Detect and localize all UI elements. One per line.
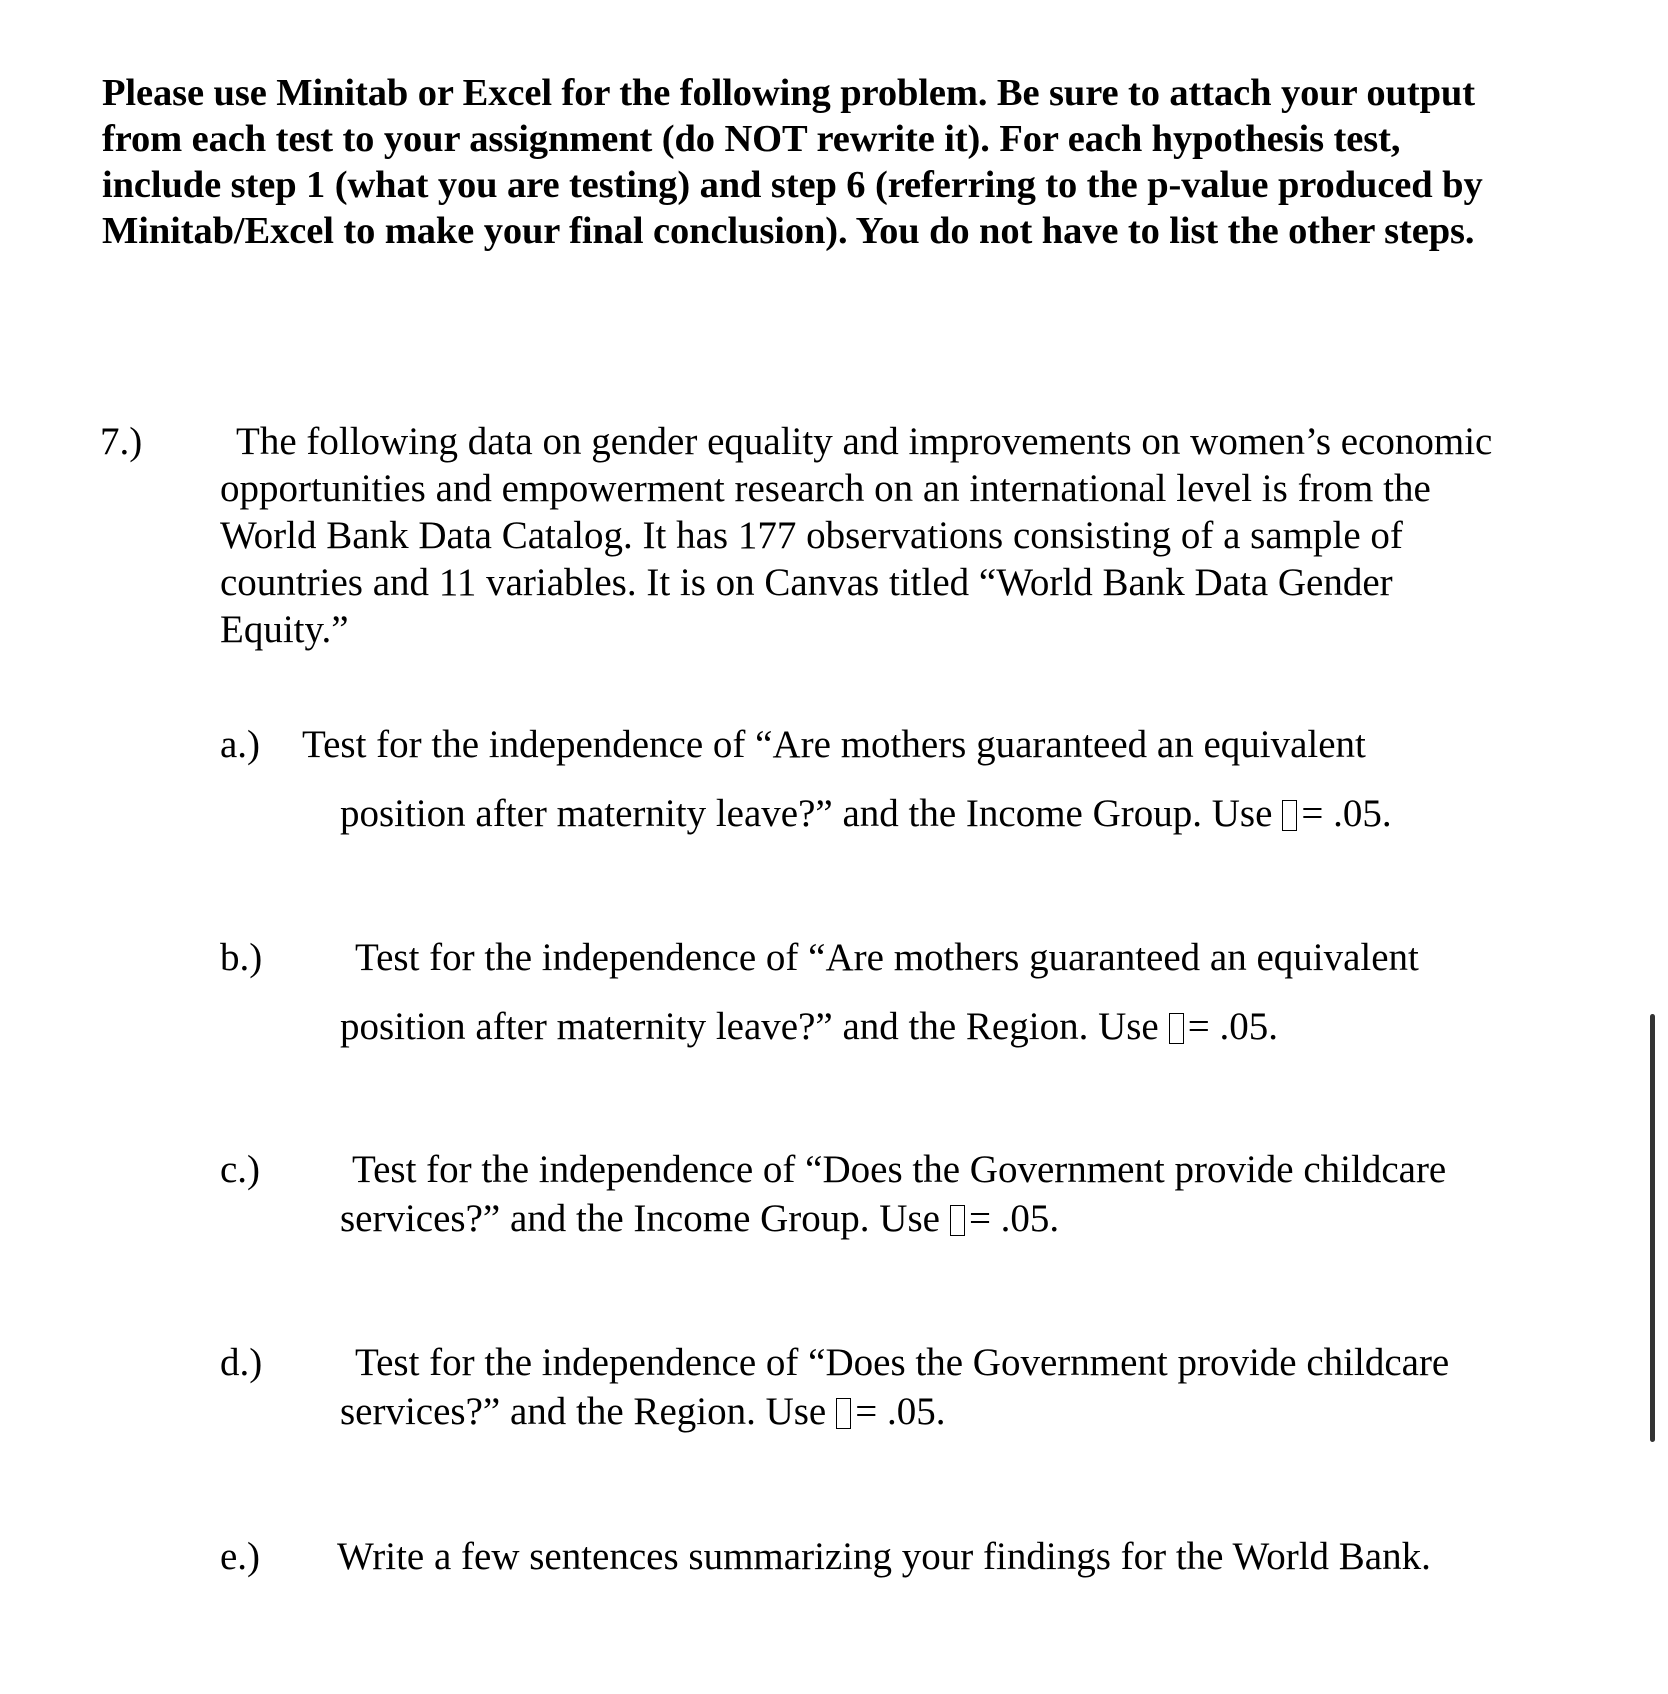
instructions-line: include step 1 (what you are testing) and step 6 (referring to the p-value produced by — [102, 164, 1483, 206]
part-b-line2-text: position after maternity leave?” and the Region. Use — [340, 1005, 1159, 1048]
part-d-label: d.) — [220, 1341, 263, 1384]
part-b-line2 — [340, 1003, 1278, 1050]
part-a-line2-text: position after maternity leave?” and the Income Group. Use — [340, 792, 1273, 835]
part-d-alpha-value: = .05. — [855, 1390, 946, 1433]
question-intro — [220, 418, 1540, 653]
alpha-symbol-placeholder-icon — [1169, 1013, 1184, 1044]
instructions-line: from each test to your assignment (do NOT rewrite it). For each hypothesis test, — [102, 118, 1401, 160]
question-intro-line: World Bank Data Catalog. It has 177 observations consisting of a sample of — [220, 514, 1403, 557]
part-d-line2 — [340, 1388, 946, 1435]
alpha-symbol-placeholder-icon — [950, 1205, 965, 1236]
part-d-line2-text: services?” and the Region. Use — [340, 1390, 827, 1433]
instructions-line: Minitab/Excel to make your final conclusion). You do not have to list the other steps. — [102, 210, 1475, 252]
part-c-alpha-value: = .05. — [968, 1197, 1060, 1240]
alpha-symbol-placeholder-icon — [1282, 800, 1297, 831]
part-c-line2 — [340, 1195, 1059, 1242]
question-intro-line: Equity.” — [220, 608, 349, 651]
instructions-paragraph — [102, 70, 1582, 254]
part-b-alpha-value: = .05. — [1187, 1005, 1278, 1048]
part-c-line1: Test for the independence of “Does the Government provide childcare — [352, 1148, 1447, 1191]
part-b-label: b.) — [220, 936, 263, 979]
part-e-label: e.) — [220, 1535, 261, 1578]
part-e-line1: Write a few sentences summarizing your findings for the World Bank. — [337, 1535, 1431, 1578]
question-number: 7.) — [100, 420, 143, 463]
instructions-line: Please use Minitab or Excel for the following problem. Be sure to attach your output — [102, 72, 1475, 114]
part-c-label: c.) — [220, 1148, 261, 1191]
part-a-line1: Test for the independence of “Are mothers guaranteed an equivalent — [302, 723, 1366, 766]
part-a-label: a.) — [220, 723, 261, 766]
alpha-symbol-placeholder-icon — [836, 1398, 851, 1429]
question-intro-line: countries and 11 variables. It is on Canvas titled “World Bank Data Gender — [220, 561, 1393, 604]
question-intro-line: opportunities and empowerment research on an international level is from the — [220, 467, 1431, 510]
part-a-alpha-value: = .05. — [1301, 792, 1392, 835]
part-b-line1: Test for the independence of “Are mothers guaranteed an equivalent — [355, 936, 1419, 979]
part-d-line1: Test for the independence of “Does the Government provide childcare — [355, 1341, 1450, 1384]
part-c-line2-text: services?” and the Income Group. Use — [340, 1197, 940, 1240]
question-intro-line: The following data on gender equality and improvements on women’s economic — [236, 420, 1493, 463]
vertical-scrollbar[interactable] — [1650, 1014, 1655, 1442]
part-a-line2 — [340, 790, 1392, 837]
